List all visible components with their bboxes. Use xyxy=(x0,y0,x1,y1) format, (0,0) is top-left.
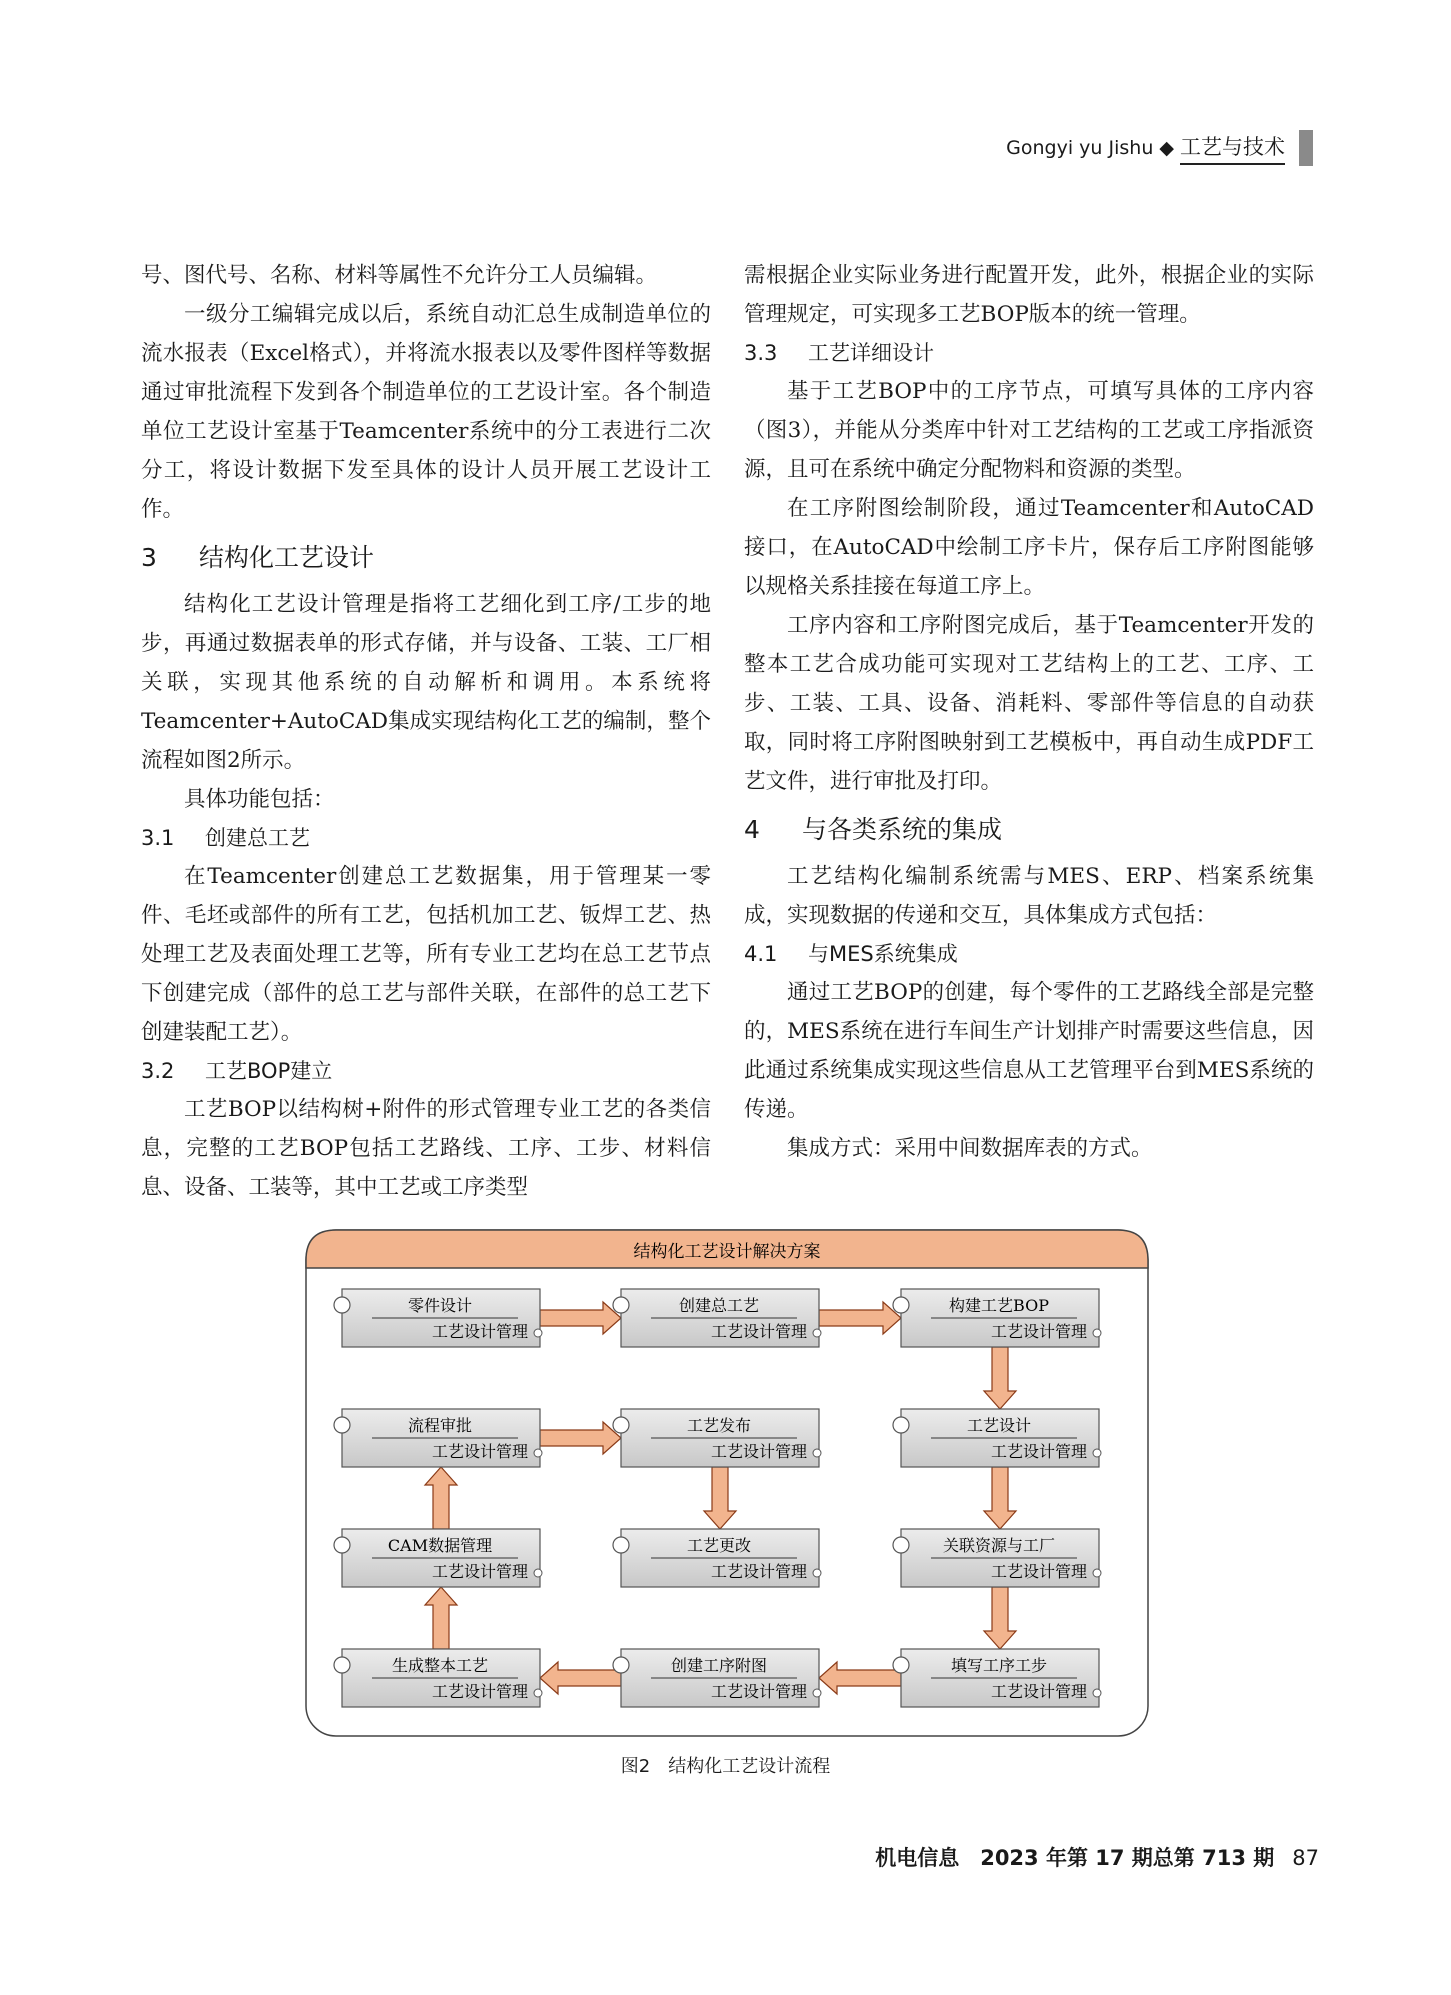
port-dot-icon xyxy=(1093,1689,1101,1697)
paragraph: 工艺结构化编制系统需与MES、ERP、档案系统集成，实现数据的传递和交互，具体集成方式包括： xyxy=(744,864,1314,928)
node-subtitle: 工艺设计管理 xyxy=(710,1682,807,1701)
section-number: 4 xyxy=(744,815,760,844)
paragraph: 号、图代号、名称、材料等属性不允许分工人员编辑。 xyxy=(141,263,658,288)
node-subtitle: 工艺设计管理 xyxy=(710,1442,807,1461)
paragraph: 集成方式：采用中间数据库表的方式。 xyxy=(787,1136,1153,1161)
node-title: 零件设计 xyxy=(407,1296,473,1315)
port-dot-icon xyxy=(534,1449,542,1457)
node-subtitle: 工艺设计管理 xyxy=(990,1562,1087,1581)
node-title: 填写工序工步 xyxy=(950,1656,1048,1675)
process-node xyxy=(893,1529,1101,1587)
port-dot-icon xyxy=(813,1689,821,1697)
port-dot-icon xyxy=(813,1329,821,1337)
port-circle-icon xyxy=(613,1537,629,1553)
process-node xyxy=(893,1289,1101,1347)
paragraph: 具体功能包括： xyxy=(184,787,335,812)
paragraph: 在Teamcenter创建总工艺数据集，用于管理某一零件、毛坯或部件的所有工艺，包括机加工艺、钣焊工艺、热处理工艺及表面处理工艺等，所有专业工艺均在总工艺节点下创建完成（部件的总工艺与部件关联，在部件的总工艺下创建装配工艺）。 xyxy=(141,864,711,1045)
process-node xyxy=(893,1649,1101,1707)
subsection-heading xyxy=(141,1052,711,1090)
section-title: 与MES系统集成 xyxy=(808,942,958,966)
header-bar xyxy=(1299,130,1313,166)
header-pinyin: Gongyi yu Jishu xyxy=(1006,137,1154,159)
paragraph: 工艺BOP以结构树+附件的形式管理专业工艺的各类信息，完整的工艺BOP包括工艺路线、工序、工步、材料信息、设备、工装等，其中工艺或工序类型 xyxy=(141,1097,711,1200)
port-circle-icon xyxy=(893,1537,909,1553)
diamond-icon: ◆ xyxy=(1159,137,1174,159)
node-title: 生成整本工艺 xyxy=(391,1656,489,1675)
section-title: 创建总工艺 xyxy=(205,826,310,850)
process-node xyxy=(893,1409,1101,1467)
paragraph: 通过工艺BOP的创建，每个零件的工艺路线全部是完整的，MES系统在进行车间生产计划排产时需要这些信息，因此通过系统集成实现这些信息从工艺管理平台到MES系统的传递。 xyxy=(744,980,1314,1122)
node-title: 关联资源与工厂 xyxy=(942,1536,1056,1555)
paragraph: 结构化工艺设计管理是指将工艺细化到工序/工步的地步，再通过数据表单的形式存储，并与设备、工装、工厂相关联，实现其他系统的自动解析和调用。本系统将Teamcenter+AutoCAD集成实现结构化工艺的编制，整个流程如图2所示。 xyxy=(141,592,711,773)
subsection-heading xyxy=(141,819,711,857)
paragraph: 基于工艺BOP中的工序节点，可填写具体的工序内容（图3），并能从分类库中针对工艺结构的工艺或工序指派资源，且可在系统中确定分配物料和资源的类型。 xyxy=(744,379,1314,482)
paragraph: 需根据企业实际业务进行配置开发，此外，根据企业的实际管理规定，可实现多工艺BOP版本的统一管理。 xyxy=(744,263,1314,327)
port-circle-icon xyxy=(334,1657,350,1673)
node-subtitle: 工艺设计管理 xyxy=(990,1322,1087,1341)
port-circle-icon xyxy=(613,1417,629,1433)
node-subtitle: 工艺设计管理 xyxy=(710,1322,807,1341)
diagram-banner-title: 结构化工艺设计解决方案 xyxy=(633,1242,821,1262)
section-title: 工艺BOP建立 xyxy=(205,1059,333,1083)
port-dot-icon xyxy=(534,1689,542,1697)
process-node xyxy=(613,1529,821,1587)
figure-caption: 图2 结构化工艺设计流程 xyxy=(620,1756,831,1777)
node-title: 工艺发布 xyxy=(686,1416,752,1435)
port-circle-icon xyxy=(613,1657,629,1673)
port-circle-icon xyxy=(893,1297,909,1313)
port-circle-icon xyxy=(893,1417,909,1433)
node-title: 创建工序附图 xyxy=(670,1656,768,1675)
right-column xyxy=(744,256,1314,1168)
process-node xyxy=(334,1529,542,1587)
node-subtitle: 工艺设计管理 xyxy=(431,1322,528,1341)
node-title: CAM数据管理 xyxy=(387,1536,493,1555)
paragraph: 在工序附图绘制阶段，通过Teamcenter和AutoCAD接口，在AutoCAD中绘制工序卡片，保存后工序附图能够以规格关系挂接在每道工序上。 xyxy=(744,496,1314,599)
process-node xyxy=(613,1409,821,1467)
section-heading xyxy=(744,813,1314,847)
process-node xyxy=(334,1409,542,1467)
footer-journal: 机电信息 2023 年第 17 期总第 713 期 xyxy=(875,1846,1275,1870)
port-dot-icon xyxy=(1093,1449,1101,1457)
node-title: 工艺更改 xyxy=(686,1536,752,1555)
section-number: 3.3 xyxy=(744,341,778,365)
port-dot-icon xyxy=(534,1569,542,1577)
running-header xyxy=(1006,130,1313,166)
subsection-heading xyxy=(744,334,1314,372)
paragraph: 一级分工编辑完成以后，系统自动汇总生成制造单位的流水报表（Excel格式），并将流水报表以及零件图样等数据通过审批流程下发到各个制造单位的工艺设计室。各个制造单位工艺设计室基于Teamcenter系统中的分工表进行二次分工，将设计数据下发至具体的设计人员开展工艺设计工作。 xyxy=(141,302,711,522)
paragraph: 工序内容和工序附图完成后，基于Teamcenter开发的整本工艺合成功能可实现对工艺结构上的工艺、工序、工步、工装、工具、设备、消耗料、零部件等信息的自动获取，同时将工序附图映射到工艺模板中，再自动生成PDF工艺文件，进行审批及打印。 xyxy=(744,613,1314,794)
section-number: 4.1 xyxy=(744,942,778,966)
node-title: 流程审批 xyxy=(407,1416,473,1435)
section-title: 结构化工艺设计 xyxy=(199,543,375,572)
port-dot-icon xyxy=(534,1329,542,1337)
port-dot-icon xyxy=(1093,1569,1101,1577)
node-subtitle: 工艺设计管理 xyxy=(431,1682,528,1701)
page-number: 87 xyxy=(1292,1846,1319,1870)
process-node xyxy=(613,1649,821,1707)
port-circle-icon xyxy=(334,1417,350,1433)
node-title: 工艺设计 xyxy=(966,1416,1032,1435)
node-subtitle: 工艺设计管理 xyxy=(431,1442,528,1461)
process-node xyxy=(334,1289,542,1347)
port-dot-icon xyxy=(813,1449,821,1457)
section-number: 3.2 xyxy=(141,1059,175,1083)
left-column xyxy=(141,256,711,1207)
node-title: 创建总工艺 xyxy=(678,1296,760,1315)
section-title: 与各类系统的集成 xyxy=(802,815,1003,844)
node-title: 构建工艺BOP xyxy=(949,1296,1049,1315)
process-node xyxy=(334,1649,542,1707)
port-circle-icon xyxy=(334,1297,350,1313)
section-title: 工艺详细设计 xyxy=(808,341,934,365)
port-circle-icon xyxy=(334,1537,350,1553)
flow-diagram xyxy=(304,1228,1150,1738)
port-dot-icon xyxy=(1093,1329,1101,1337)
process-node xyxy=(613,1289,821,1347)
port-circle-icon xyxy=(613,1297,629,1313)
node-subtitle: 工艺设计管理 xyxy=(990,1442,1087,1461)
port-dot-icon xyxy=(813,1569,821,1577)
port-circle-icon xyxy=(893,1657,909,1673)
node-subtitle: 工艺设计管理 xyxy=(990,1682,1087,1701)
section-number: 3.1 xyxy=(141,826,175,850)
page-footer xyxy=(875,1842,1319,1872)
section-heading xyxy=(141,541,711,575)
node-subtitle: 工艺设计管理 xyxy=(431,1562,528,1581)
section-number: 3 xyxy=(141,543,157,572)
node-subtitle: 工艺设计管理 xyxy=(710,1562,807,1581)
header-title: 工艺与技术 xyxy=(1180,131,1285,165)
subsection-heading xyxy=(744,935,1314,973)
